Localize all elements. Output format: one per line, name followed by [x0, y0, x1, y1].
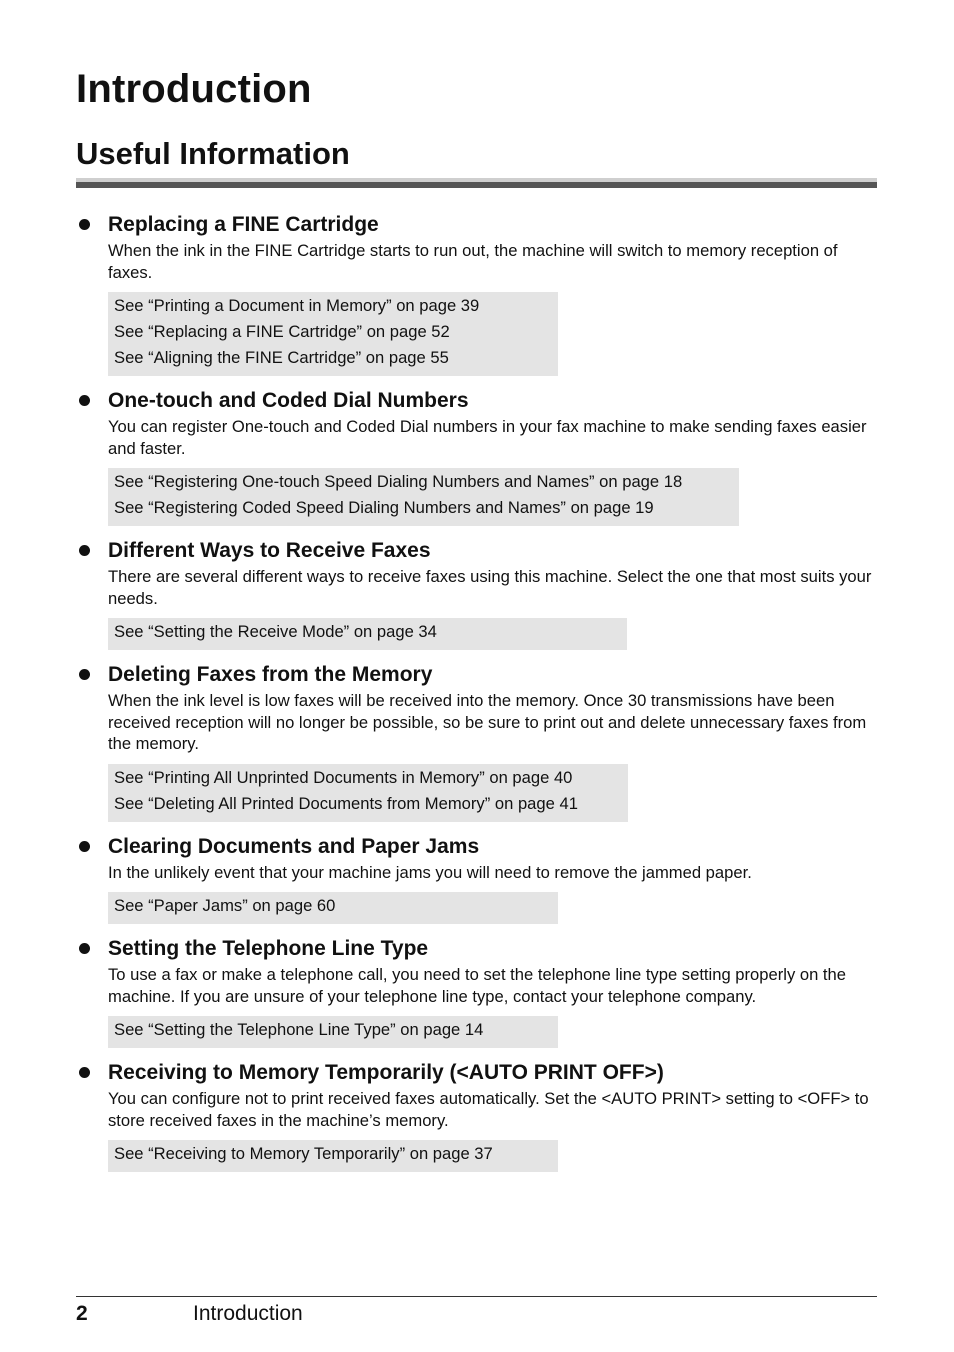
- topic-receive-faxes: [76, 536, 877, 650]
- topic-heading: Deleting Faxes from the Memory: [108, 663, 433, 686]
- reference-box: [108, 892, 558, 924]
- reference-link[interactable]: See “Paper Jams” on page 60: [114, 896, 336, 915]
- bullet-icon: [79, 943, 90, 954]
- topic-list: [76, 210, 877, 1182]
- reference-link[interactable]: See “Deleting All Printed Documents from Memory” on page 41: [114, 793, 578, 813]
- topic-body: You can register One-touch and Coded Dial numbers in your fax machine to make sending faxes easier and faster.: [108, 417, 867, 458]
- reference-link[interactable]: See “Replacing a FINE Cartridge” on page 52: [114, 322, 450, 341]
- reference-link[interactable]: See “Setting the Receive Mode” on page 34: [114, 622, 437, 641]
- reference-box: [108, 764, 628, 822]
- bullet-icon: [79, 219, 90, 230]
- reference-link[interactable]: See “Printing All Unprinted Documents in Memory” on page 40: [114, 767, 573, 787]
- bullet-icon: [79, 395, 90, 406]
- footer-rule: [76, 1296, 877, 1297]
- topic-replacing-fine-cartridge: [76, 210, 877, 376]
- topic-receiving-to-memory: [76, 1058, 877, 1172]
- topic-deleting-faxes: [76, 660, 877, 822]
- page-title: Introduction: [76, 67, 312, 111]
- reference-link[interactable]: See “Registering Coded Speed Dialing Numbers and Names” on page 19: [114, 498, 654, 517]
- reference-box: [108, 292, 558, 376]
- bullet-icon: [79, 1067, 90, 1078]
- reference-link[interactable]: See “Printing a Document in Memory” on page 39: [114, 296, 480, 315]
- reference-link[interactable]: See “Setting the Telephone Line Type” on page 14: [114, 1020, 484, 1039]
- bullet-icon: [79, 669, 90, 680]
- reference-link[interactable]: See “Registering One-touch Speed Dialing Numbers and Names” on page 18: [114, 472, 683, 491]
- topic-body: You can configure not to print received faxes automatically. Set the <AUTO PRINT> setting to <OFF> to store received faxes in the machine’s memory.: [108, 1089, 869, 1130]
- reference-box: [108, 1016, 558, 1048]
- topic-heading: Setting the Telephone Line Type: [108, 937, 429, 960]
- topic-telephone-line-type: [76, 934, 877, 1048]
- topic-heading: Clearing Documents and Paper Jams: [108, 834, 480, 858]
- bullet-icon: [79, 841, 90, 852]
- reference-box: [108, 618, 627, 650]
- topic-heading: Replacing a FINE Cartridge: [108, 213, 379, 236]
- topic-body: When the ink level is low faxes will be received into the memory. Once 30 transmissions have been received reception will no longer be possible, so be sure to print out and delete unnecessary faxes from the memory.: [108, 691, 867, 753]
- footer-chapter-label: Introduction: [193, 1302, 303, 1325]
- reference-box: [108, 468, 739, 526]
- topic-body: There are several different ways to receive faxes using this machine. Select the one that most suits your needs.: [108, 567, 872, 608]
- section-rule-dark: [76, 182, 877, 188]
- topic-body: In the unlikely event that your machine jams you will need to remove the jammed paper.: [108, 862, 752, 882]
- topic-heading: Receiving to Memory Temporarily (<AUTO PRINT OFF>): [108, 1061, 664, 1084]
- footer-page-number: 2: [76, 1302, 88, 1325]
- topic-one-touch-coded-dial: [76, 386, 877, 526]
- topic-body: To use a fax or make a telephone call, you need to set the telephone line type setting properly on the machine. If you are unsure of your telephone line type, contact your telephone company.: [108, 965, 846, 1006]
- reference-link[interactable]: See “Receiving to Memory Temporarily” on page 37: [114, 1144, 493, 1163]
- section-title: Useful Information: [76, 136, 350, 171]
- topic-body: When the ink in the FINE Cartridge starts to run out, the machine will switch to memory reception of faxes.: [108, 241, 838, 282]
- reference-link[interactable]: See “Aligning the FINE Cartridge” on page 55: [114, 348, 449, 367]
- bullet-icon: [79, 545, 90, 556]
- reference-box: [108, 1140, 558, 1172]
- topic-paper-jams: [76, 832, 877, 925]
- topic-heading: One-touch and Coded Dial Numbers: [108, 389, 469, 412]
- topic-heading: Different Ways to Receive Faxes: [108, 539, 431, 562]
